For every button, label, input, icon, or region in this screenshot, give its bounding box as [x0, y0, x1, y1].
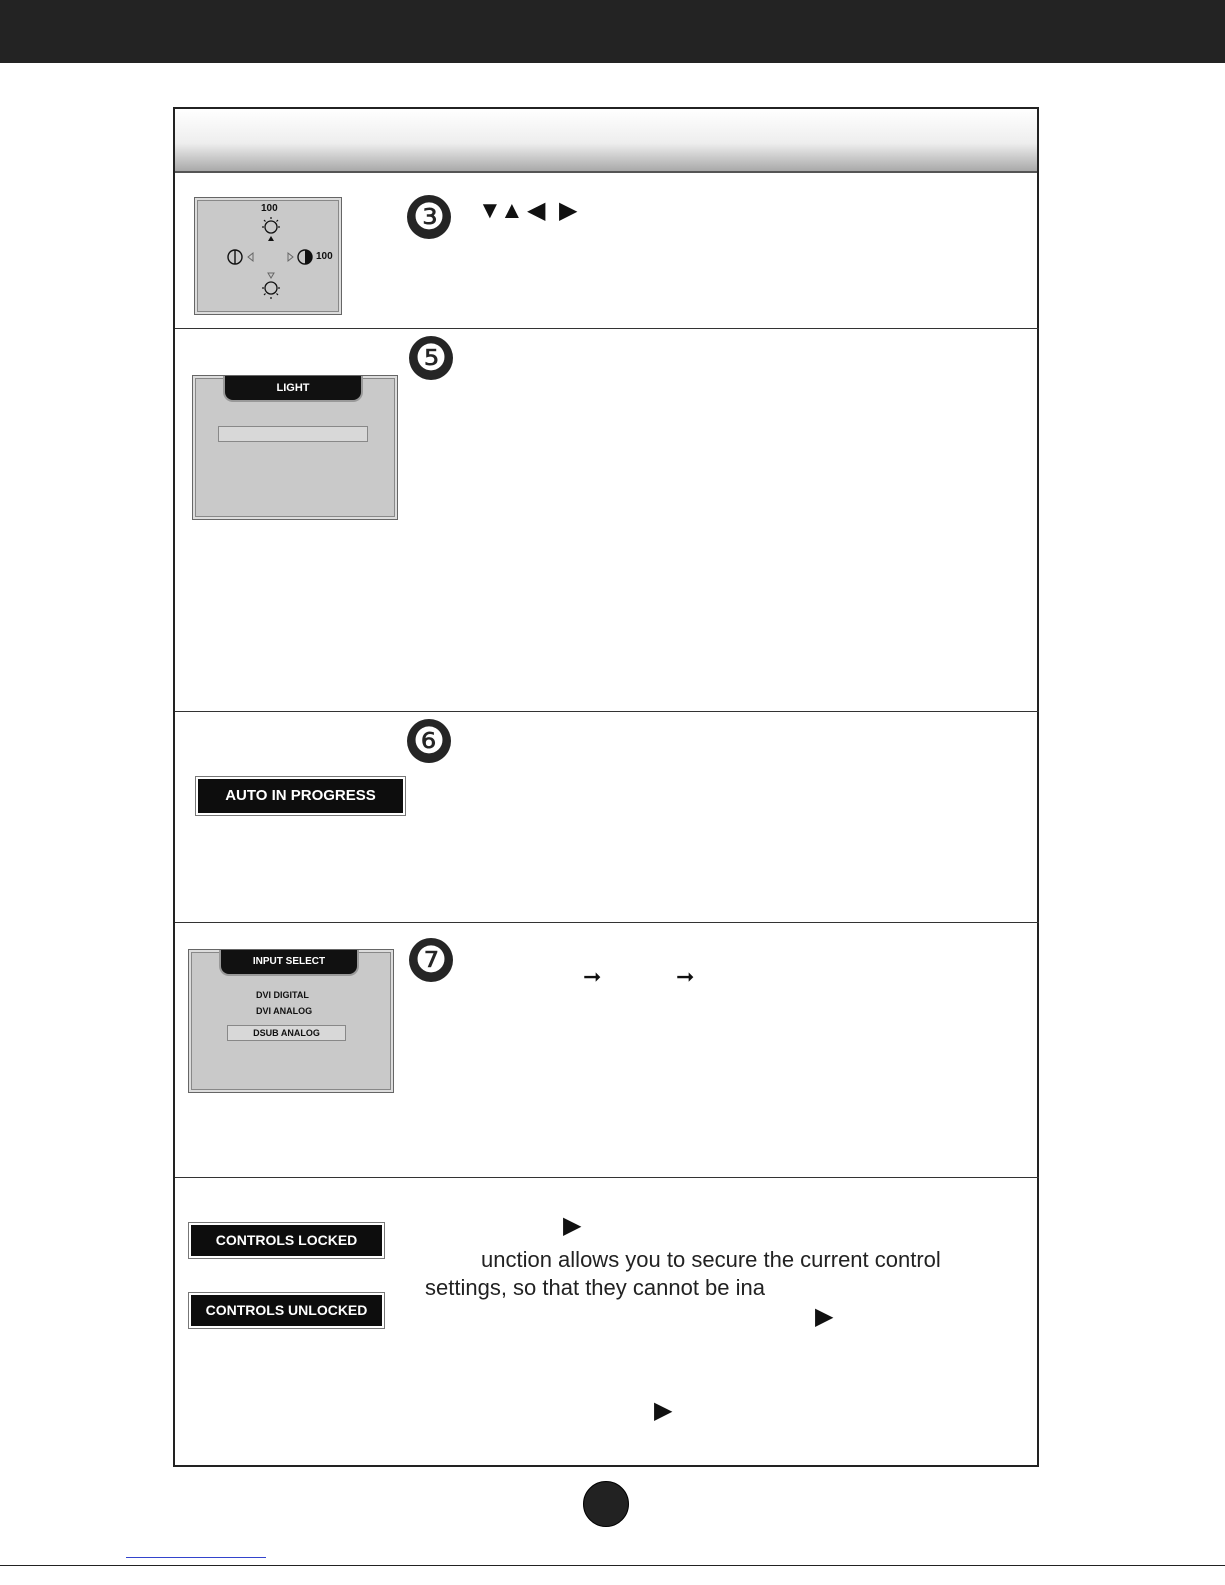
auto-in-progress-label: AUTO IN PROGRESS	[198, 779, 403, 813]
arrow-right-1-icon: ➞	[583, 964, 602, 989]
contrast-high-icon	[285, 248, 315, 266]
lock-text-line-2: settings, so that they cannot be ina	[425, 1275, 766, 1300]
arrow-down-icon: ▼	[478, 197, 502, 224]
brightness-down-icon	[259, 272, 283, 300]
arrow-right-icon: ▶	[559, 197, 578, 224]
input-select-tab: INPUT SELECT	[219, 950, 359, 976]
input-select-osd	[188, 949, 394, 1093]
step-3-number: ❸	[407, 195, 451, 239]
lock-arrow-3-icon: ▶	[654, 1397, 673, 1424]
brightness-contrast-osd	[194, 197, 342, 315]
section-divider	[175, 711, 1039, 712]
frame-header	[175, 109, 1037, 173]
footer-link-line	[126, 1557, 266, 1558]
contrast-low-icon	[227, 248, 259, 266]
footer-rule	[0, 1565, 1225, 1566]
arrow-up-icon: ▲	[500, 197, 524, 224]
step-6-number: ❻	[407, 719, 451, 763]
light-osd	[192, 375, 398, 520]
top-banner	[0, 0, 1225, 63]
section-divider	[175, 1177, 1039, 1178]
lock-arrow-1-icon: ▶	[563, 1212, 582, 1239]
light-tab: LIGHT	[223, 376, 363, 402]
page-number-circle	[583, 1481, 629, 1527]
lock-text-line-1: unction allows you to secure the current control	[481, 1247, 941, 1272]
light-field	[218, 426, 368, 442]
input-option-dvi-digital: DVI DIGITAL	[256, 990, 309, 1000]
arrow-right-2-icon: ➞	[676, 964, 695, 989]
brightness-up-icon	[259, 216, 283, 242]
brightness-top-value: 100	[261, 203, 278, 214]
content-frame	[173, 107, 1039, 1467]
input-option-dvi-analog: DVI ANALOG	[256, 1006, 313, 1016]
input-option-dsub-analog-label: DSUB ANALOG	[253, 1028, 320, 1038]
input-option-dsub-analog	[227, 1025, 346, 1041]
arrow-left-icon: ◀	[527, 197, 546, 224]
controls-locked-label: CONTROLS LOCKED	[191, 1225, 382, 1256]
section-divider	[175, 328, 1039, 329]
contrast-right-value: 100	[316, 251, 333, 262]
controls-unlocked-label: CONTROLS UNLOCKED	[191, 1295, 382, 1326]
step-5-number: ❺	[409, 336, 453, 380]
step-7-number: ❼	[409, 938, 453, 982]
section-divider	[175, 922, 1039, 923]
lock-arrow-2-icon: ▶	[815, 1303, 834, 1330]
